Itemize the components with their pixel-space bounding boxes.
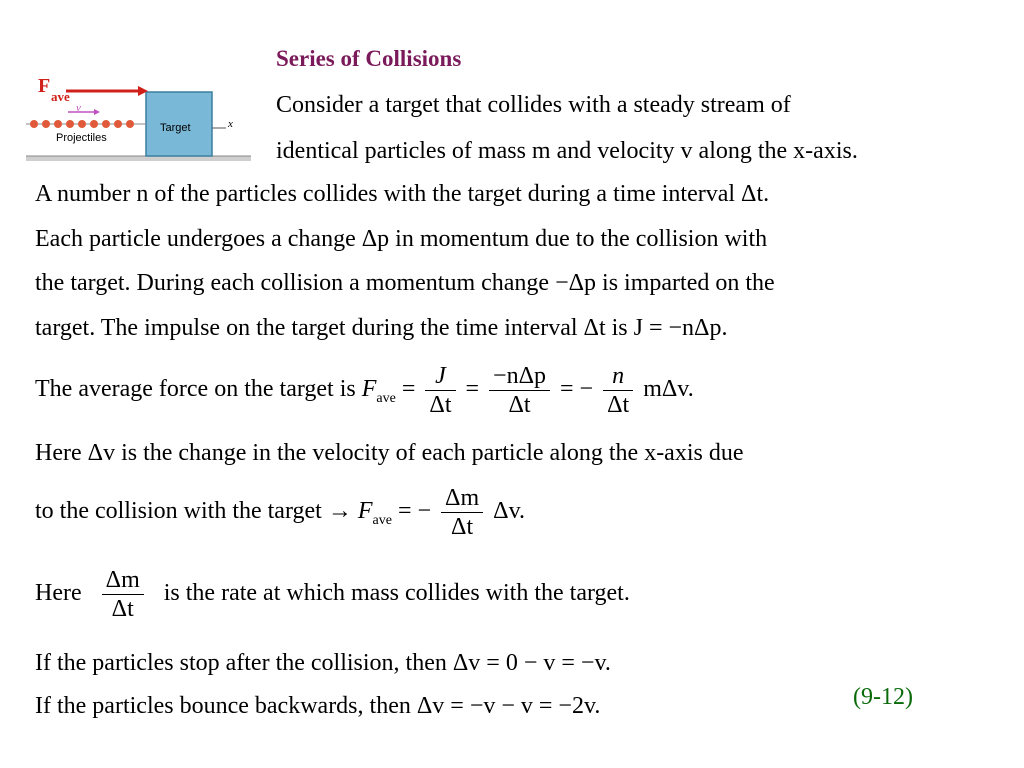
mass-rate-fraction: $\frac{\Delta m}{\Delta t}$	[102, 566, 144, 623]
text-line-1: Consider a target that collides with a steady stream of	[276, 92, 791, 118]
text-line-2: identical particles of mass m and velocity v along the x-axis.	[276, 138, 858, 164]
projectile-dot	[30, 120, 38, 128]
slide-title: Series of Collisions	[276, 46, 462, 71]
text-line-3: A number n of the particles collides with the target during a time interval Δt.	[35, 181, 770, 207]
text-line-5: the target. During each collision a momentum change −Δp is imparted on the	[35, 270, 775, 296]
eq2-lhs-sub: ave	[372, 512, 392, 528]
text-line-here: Here Δv is the change in the velocity of each particle along the x-axis due	[35, 440, 744, 466]
collision-equation: to the collision with the target → $F_{ave}$ = − $\frac{\Delta m}{\Delta t}$ Δv.	[35, 485, 526, 540]
force-subscript: ave	[51, 89, 70, 104]
target-label: Target	[160, 122, 191, 134]
eq1-fraction-3: $\frac{n}{\Delta t}$	[603, 362, 633, 419]
eq1-tail: mΔv.	[643, 376, 694, 403]
to-collision-text: to the collision with the target	[35, 498, 322, 525]
projectile-dot	[54, 120, 62, 128]
here2-prefix: Here	[35, 580, 82, 607]
eq1-fraction-2: $\frac{\text{−nΔp}}{\Delta t}$	[489, 362, 550, 419]
projectile-dot	[102, 120, 110, 128]
eq2-lhs: F	[357, 498, 373, 525]
stop-case-line: If the particles stop after the collision, then Δv = 0 − v = −v.	[35, 650, 611, 676]
bounce-case-line: If the particles bounce backwards, then Δv = −v − v = −2v.	[35, 693, 601, 719]
eq1-fraction-1: $\frac{J}{\Delta t}$	[425, 362, 455, 419]
projectile-dot	[42, 120, 50, 128]
projectile-dot	[90, 120, 98, 128]
eq2-tail: Δv.	[493, 498, 526, 525]
eq1-lhs: F	[361, 376, 377, 403]
eq2-fraction: $\frac{\Delta m}{\Delta t}$	[441, 484, 483, 541]
eq1-lhs-sub: ave	[376, 390, 396, 406]
projectiles-label: Projectiles	[56, 132, 107, 144]
projectile-dot	[126, 120, 134, 128]
average-force-equation: The average force on the target is $F_{ave}$ = $\frac{J}{\Delta t}$ = $\frac{\text{−nΔp}}{\Delta t}$ = − $\frac{n}{\Delta t}$ mΔv.	[35, 363, 694, 418]
projectile-dot	[114, 120, 122, 128]
projectile-dot	[78, 120, 86, 128]
collision-figure	[26, 74, 251, 169]
equation-number: (9-12)	[853, 684, 913, 710]
here2-suffix: is the rate at which mass collides with the target.	[163, 580, 630, 607]
ground-strip	[26, 156, 251, 161]
text-line-6: target. The impulse on the target during the time interval Δt is J = −nΔp.	[35, 315, 728, 341]
average-force-intro: The average force on the target is	[35, 376, 356, 403]
velocity-label: v	[76, 102, 81, 114]
text-line-4: Each particle undergoes a change Δp in momentum due to the collision with	[35, 226, 768, 252]
mass-rate-line	[35, 566, 630, 623]
axis-label: x	[228, 118, 233, 130]
force-label: F	[38, 75, 51, 97]
projectile-dot	[66, 120, 74, 128]
